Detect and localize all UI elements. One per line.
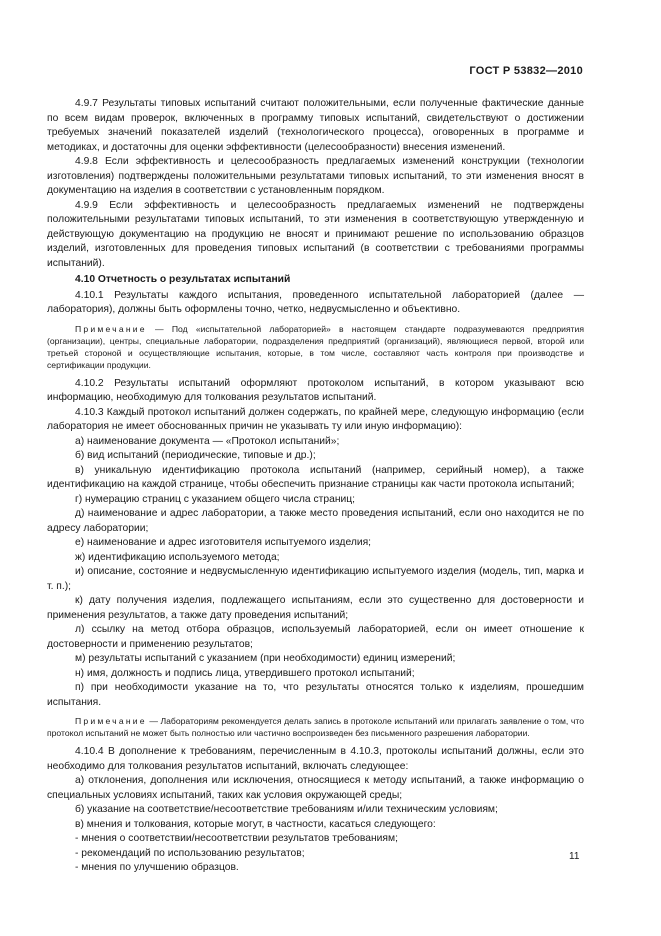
- list-item: н) имя, должность и подпись лица, утвердившего протокол испытаний;: [75, 667, 415, 679]
- paragraph-4-9-7: 4.9.7 Результаты типовых испытаний считают положительными, если полученные фактические данные по всем видам проверок, включенных в программу типовых испытаний, свидетельствуют о достижении требуемых значений показателей изделий (технологического процесса), оговоренных в программе и методиках, и достаточны для оценки эффективности (целесообразности) внесения изменений.: [47, 98, 584, 153]
- list-item: в) мнения и толкования, которые могут, в частности, касаться следующего:: [75, 818, 436, 830]
- paragraph-4-10-1: 4.10.1 Результаты каждого испытания, проведенного испытательной лабораторией (далее — лаборатория), должны быть оформлены точно, четко, недвусмысленно и объективно.: [47, 289, 584, 315]
- paragraph-4-9-8: 4.9.8 Если эффективность и целесообразность предлагаемых изменений конструкции (технологии изготовления) подтверждены положительными результатами типовых испытаний, то эти изменения вносят в документацию на изделия в соответствии с установленным порядком.: [47, 156, 584, 196]
- list-item: а) отклонения, дополнения или исключения, относящиеся к методу испытаний, а также информацию о специальных условиях испытаний, таких как условия окружающей среды;: [47, 775, 584, 801]
- section-heading-4-10: 4.10 Отчетность о результатах испытаний: [75, 274, 291, 285]
- list-item: е) наименование и адрес изготовителя испытуемого изделия;: [75, 537, 372, 548]
- list-item: и) описание, состояние и недвусмысленную идентификацию испытуемого изделия (модель, тип, марка и т. п.);: [47, 566, 584, 592]
- note-1-label: Примечание: [75, 323, 147, 334]
- dash-list-item: - мнения о соответствии/несоответствии результатов требованиям;: [75, 833, 398, 844]
- list-item: м) результаты испытаний с указанием (при необходимости) единиц измерений;: [75, 653, 456, 664]
- list-item: г) нумерацию страниц с указанием общего числа страниц;: [75, 493, 356, 505]
- list-item: л) ссылку на метод отбора образцов, используемый лабораторией, если он имеет отношение к достоверности и применению результатов;: [47, 624, 584, 650]
- list-item: в) уникальную идентификацию протокола испытаний (например, серийный номер), а также идентификацию на каждой странице, чтобы обеспечить признание страницы как части протокола испытаний;: [47, 464, 584, 490]
- list-item: д) наименование и адрес лаборатории, а также место проведения испытаний, если оно находится не по адресу лаборатории;: [47, 508, 584, 534]
- paragraph-4-10-3: 4.10.3 Каждый протокол испытаний должен содержать, по крайней мере, следующую информацию (если лаборатория не имеет обоснованных причин не указывать ту или иную информацию):: [47, 406, 584, 432]
- paragraph-4-9-9: 4.9.9 Если эффективность и целесообразность предлагаемых изменений не подтверждены положительными результатами типовых испытаний, то эти изменения в соответствующую утвержденную и действующую документацию на продукцию не вносят и принимают решение по использованию образцов изделий, изготовленных для проведения типовых испытаний (в соответствии с требованиями программы испытаний).: [47, 199, 584, 269]
- list-item: б) вид испытаний (периодические, типовые и др.);: [75, 450, 316, 461]
- note-1-text: — Под «испытательной лабораторией» в настоящем стандарте подразумеваются предприятия (организации), центры, специальные лаборатории, подразделения предприятий (организаций), являющиеся первой, второй или третьей стороной и осуществляющие испытания, которые, в том числе, составляют часть контроля при производстве и сертификации продукции.: [47, 323, 584, 370]
- note-2-text: — Лабораториям рекомендуется делать запись в протоколе испытаний или прилагать заявление о том, что протокол испытаний не может быть полностью или частично воспроизведен без письменного разрешения лаборатории.: [47, 716, 584, 738]
- list-item: а) наименование документа — «Протокол испытаний»;: [75, 435, 340, 447]
- note-1: [47, 323, 584, 371]
- list-item: ж) идентификацию используемого метода;: [75, 551, 280, 563]
- note-2-label: Примечание: [75, 716, 147, 726]
- standard-header: ГОСТ Р 53832—2010: [469, 65, 583, 77]
- note-2: [47, 715, 584, 739]
- dash-list-item: - мнения по улучшению образцов.: [75, 862, 239, 873]
- paragraph-4-10-4: 4.10.4 В дополнение к требованиям, перечисленным в 4.10.3, протоколы испытаний должны, если это необходимо для толкования результатов испытаний, включать следующее:: [47, 746, 584, 772]
- paragraph-4-10-2: 4.10.2 Результаты испытаний оформляют протоколом испытаний, в котором указывают всю информацию, необходимую для толкования результатов испытаний.: [47, 377, 584, 403]
- dash-list-item: - рекомендаций по использованию результатов;: [75, 847, 305, 859]
- list-item: п) при необходимости указание на то, что результаты относятся только к изделиям, прошедшим испытания.: [47, 682, 584, 708]
- page-number: 11: [569, 851, 580, 862]
- document-body: [47, 97, 584, 876]
- list-item: б) указание на соответствие/несоответствие требованиям и/или техническим условиям;: [75, 804, 498, 815]
- list-item: к) дату получения изделия, подлежащего испытаниям, если это существенно для достоверности и применения результатов, а также дату проведения испытаний;: [47, 595, 584, 621]
